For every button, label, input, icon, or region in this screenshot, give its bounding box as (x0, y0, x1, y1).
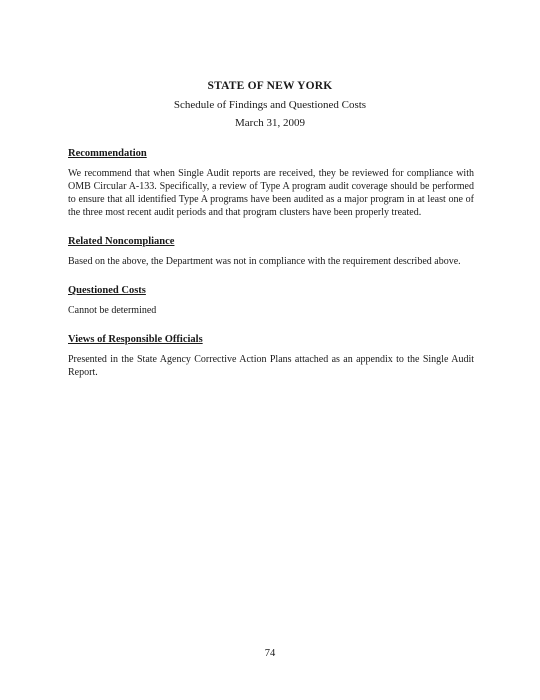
page-number: 74 (264, 648, 276, 659)
section-heading: Views of Responsible Officials (68, 334, 203, 345)
section-related-noncompliance (68, 236, 474, 268)
document-date: March 31, 2009 (235, 117, 305, 129)
section-heading: Questioned Costs (68, 285, 146, 296)
document-header (0, 80, 540, 135)
section-heading: Related Noncompliance (68, 236, 175, 247)
document-subtitle: Schedule of Findings and Questioned Costs (173, 99, 367, 111)
document-content (68, 148, 474, 396)
section-body: We recommend that when Single Audit reports are received, they be reviewed for compliance with OMB Circular A-133. Specifically, a review of Type A program audit coverage should be performed to ensure that all identified Type A programs have been audited as a major program in at least one of the three most recent audit periods and that program clusters have been properly treated. (68, 168, 474, 218)
section-body: Based on the above, the Department was not in compliance with the requirement described above. (68, 256, 461, 267)
document-title: STATE OF NEW YORK (207, 80, 333, 92)
section-questioned-costs (68, 285, 474, 317)
section-recommendation (68, 148, 474, 219)
section-heading: Recommendation (68, 148, 147, 159)
section-body: Cannot be determined (68, 305, 157, 316)
section-body: Presented in the State Agency Corrective Action Plans attached as an appendix to the Single Audit Report. (68, 354, 474, 378)
section-views-of-responsible-officials (68, 334, 474, 379)
